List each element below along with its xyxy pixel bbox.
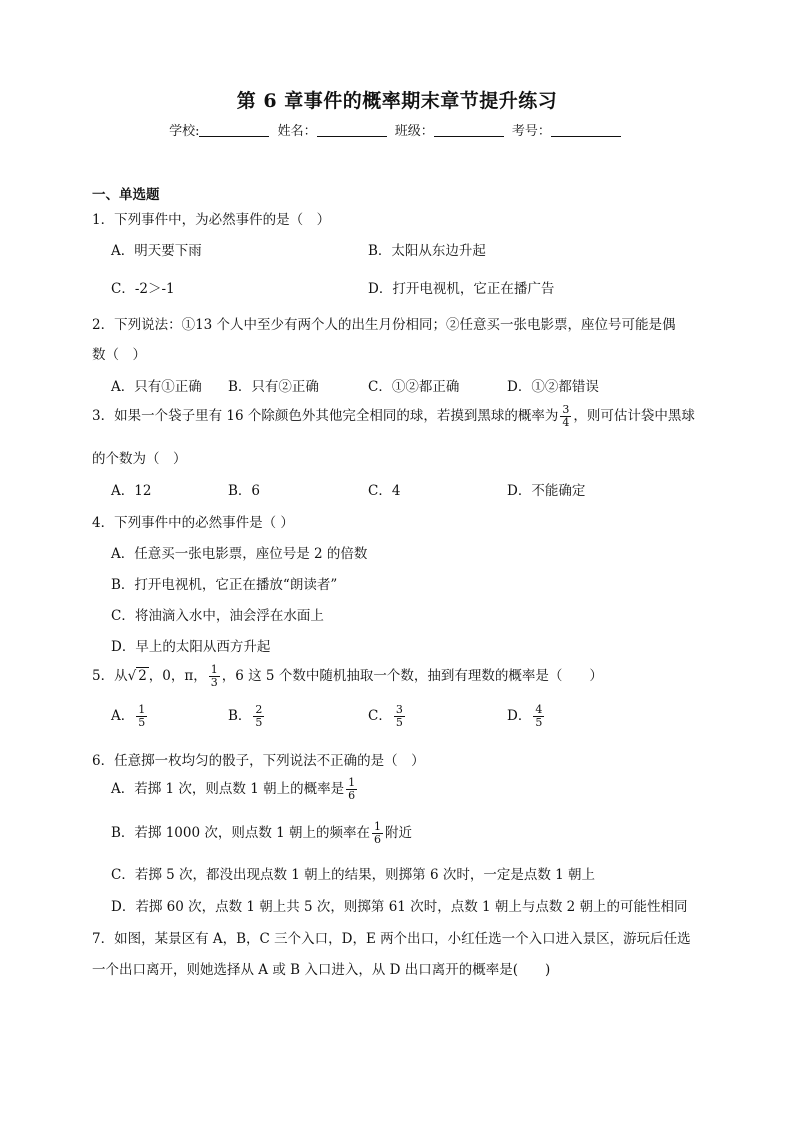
q2-option-b: B．只有②正确 (228, 379, 319, 395)
q5-option-a (111, 704, 149, 729)
q5-option-a-numerator: 1 (138, 703, 146, 716)
q3-stem-line2: 的个数为（ ） (92, 451, 187, 467)
q5-option-c-numerator: 3 (395, 703, 403, 716)
q5-option-b-denominator: 5 (255, 716, 263, 729)
name-label: 姓名： (277, 124, 317, 139)
q5-option-d-numerator: 4 (535, 703, 543, 716)
q5-option-c-label: C． (368, 708, 392, 724)
student-info-line (0, 120, 794, 139)
q6-option-b-fraction (372, 821, 383, 846)
q3-option-d: D．不能确定 (507, 483, 586, 499)
sqrt-radicand: 2 (138, 668, 147, 684)
q5-option-c-denominator: 5 (395, 716, 403, 729)
q5-option-b-numerator: 2 (255, 703, 263, 716)
q5-option-b (228, 704, 266, 729)
q6-option-a-text: A．若掷 1 次，则点数 1 朝上的概率是 (111, 781, 345, 797)
q5-option-a-fraction (136, 704, 147, 729)
q5-fraction-denominator: 3 (210, 676, 218, 689)
q5-stem-mid: ，0，π， (148, 668, 207, 684)
school-label: 学校: (169, 124, 200, 139)
q4-option-d: D．早上的太阳从西方升起 (111, 639, 271, 655)
sqrt-expression: √ 2 (127, 668, 147, 684)
q5-option-d-fraction (533, 704, 544, 729)
q1-option-d: D．打开电视机，它正在播广告 (368, 281, 555, 297)
q6-stem: 6．任意掷一枚均匀的骰子，下列说法不正确的是（ ） (92, 753, 425, 769)
q3-fraction (560, 404, 571, 429)
q2-option-d: D．①②都错误 (507, 379, 599, 395)
section-heading: 一、单选题 (92, 187, 160, 203)
q3-fraction-numerator: 3 (562, 403, 570, 416)
q6-option-a (111, 777, 359, 802)
page-title: 第 6 章事件的概率期末章节提升练习 (236, 90, 558, 112)
q3-option-c: C．4 (368, 483, 401, 499)
q5-option-a-denominator: 5 (138, 716, 146, 729)
q5-option-c (368, 704, 407, 729)
q5-stem (92, 664, 603, 689)
exam-no-blank[interactable] (551, 124, 621, 137)
class-label: 班级： (394, 124, 434, 139)
q6-option-a-denominator: 6 (348, 789, 356, 802)
q5-option-a-label: A． (111, 708, 135, 724)
q5-stem-pre: 5．从 (92, 668, 128, 684)
q1-stem: 1．下列事件中，为必然事件的是（ ） (92, 212, 331, 228)
q1-option-a: A．明天要下雨 (111, 243, 202, 259)
q6-option-a-numerator: 1 (348, 776, 356, 789)
q2-stem-line1: 2．下列说法：①13 个人中至少有两个人的出生月份相同；②任意买一张电影票，座位号可能是偶 (92, 317, 676, 333)
q5-stem-post: ，6 这 5 个数中随机抽取一个数，抽到有理数的概率是（ ） (221, 668, 603, 684)
q5-option-c-fraction (394, 704, 405, 729)
q2-stem-line2: 数（ ） (92, 347, 146, 363)
q5-option-b-fraction (253, 704, 264, 729)
q4-stem: 4．下列事件中的必然事件是（ ） (92, 515, 294, 531)
q7-stem-line2: 一个出口离开，则她选择从 A 或 B 入口进入，从 D 出口离开的概率是( ) (92, 962, 551, 978)
q5-option-d (507, 704, 546, 729)
q4-option-c: C．将油滴入水中，油会浮在水面上 (111, 608, 324, 624)
q5-fraction-numerator: 1 (210, 663, 218, 676)
school-blank[interactable] (199, 124, 269, 137)
q6-option-b-numerator: 1 (374, 820, 382, 833)
q3-stem-post: ，则可估计袋中黑球 (573, 408, 695, 424)
q1-option-b: B．太阳从东边升起 (368, 243, 486, 259)
exam-no-label: 考号： (511, 124, 551, 139)
q7-stem-line1: 7．如图，某景区有 A，B，C 三个入口，D，E 两个出口，小红任选一个入口进入景区，游玩后任选 (92, 931, 691, 947)
q6-option-b-suffix: 附近 (385, 825, 413, 841)
q2-option-a: A．只有①正确 (111, 379, 202, 395)
q3-stem-pre: 3．如果一个袋子里有 16 个除颜色外其他完全相同的球，若摸到黑球的概率为 (92, 408, 559, 424)
q5-option-b-label: B． (228, 708, 252, 724)
q5-option-d-denominator: 5 (535, 716, 543, 729)
q6-option-b-text: B．若掷 1000 次，则点数 1 朝上的频率在 (111, 825, 371, 841)
class-blank[interactable] (434, 124, 504, 137)
q1-option-c: C．-2＞-1 (111, 281, 175, 297)
q6-option-c: C．若掷 5 次，都没出现点数 1 朝上的结果，则掷第 6 次时，一定是点数 1 朝上 (111, 867, 596, 883)
q5-option-d-label: D． (507, 708, 532, 724)
q2-option-c: C．①②都正确 (368, 379, 460, 395)
q6-option-b-denominator: 6 (374, 833, 382, 846)
q3-fraction-denominator: 4 (562, 416, 570, 429)
q5-fraction (209, 664, 220, 689)
q6-option-a-fraction (346, 777, 357, 802)
q3-option-b: B．6 (228, 483, 261, 499)
q3-option-a: A．12 (111, 483, 152, 499)
q3-stem-line1 (92, 404, 695, 429)
q4-option-b: B．打开电视机，它正在播放“朗读者” (111, 577, 338, 593)
q6-option-b (111, 821, 412, 846)
q4-option-a: A．任意买一张电影票，座位号是 2 的倍数 (111, 546, 368, 562)
name-blank[interactable] (317, 124, 387, 137)
q6-option-d: D．若掷 60 次，点数 1 朝上共 5 次，则掷第 61 次时，点数 1 朝上与点数 2 朝上的可能性相同 (111, 899, 688, 915)
